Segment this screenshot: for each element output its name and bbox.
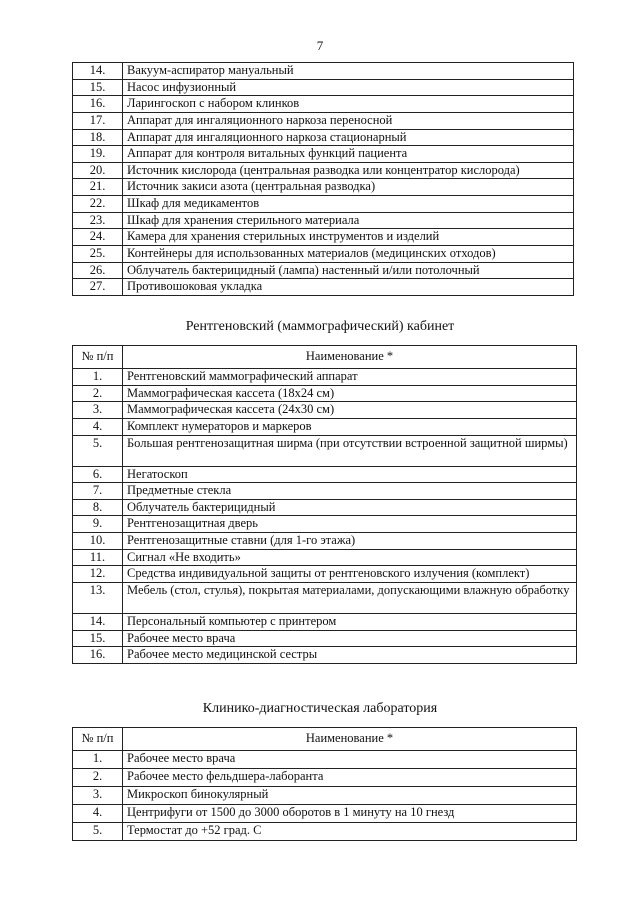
table-row xyxy=(73,613,577,630)
table-row xyxy=(73,179,574,196)
row-number: 21. xyxy=(73,179,123,196)
section-title-lab: Клинико-диагностическая лаборатория xyxy=(202,701,438,716)
row-number: 12. xyxy=(73,566,123,583)
row-number: 8. xyxy=(73,499,123,516)
table-row xyxy=(73,549,577,566)
row-name: Облучатель бактерицидный (лампа) настенный и/или потолочный xyxy=(123,262,574,279)
table-row xyxy=(73,279,574,296)
table-row xyxy=(73,533,577,550)
row-name: Аппарат для ингаляционного наркоза переносной xyxy=(123,112,574,129)
row-name: Центрифуги от 1500 до 3000 оборотов в 1 минуту на 10 гнезд xyxy=(123,805,577,823)
row-name: Маммографическая кассета (18x24 см) xyxy=(123,385,577,402)
row-name: Рабочее место фельдшера-лаборанта xyxy=(123,769,577,787)
table-row xyxy=(73,212,574,229)
row-name: Персональный компьютер с принтером xyxy=(123,613,577,630)
row-number: 7. xyxy=(73,483,123,500)
row-name: Источник кислорода (центральная разводка или концентратор кислорода) xyxy=(123,162,574,179)
table-row xyxy=(73,769,577,787)
equipment-table-continued xyxy=(72,62,574,296)
row-number: 23. xyxy=(73,212,123,229)
row-number: 1. xyxy=(73,369,123,386)
table-row xyxy=(73,162,574,179)
row-name: Рабочее место врача xyxy=(123,751,577,769)
row-number: 26. xyxy=(73,262,123,279)
row-number: 27. xyxy=(73,279,123,296)
row-name: Термостат до +52 град. С xyxy=(123,823,577,841)
table-row xyxy=(73,369,577,386)
row-name: Микроскоп бинокулярный xyxy=(123,787,577,805)
table-row xyxy=(73,245,574,262)
row-name: Камера для хранения стерильных инструментов и изделий xyxy=(123,229,574,246)
row-number: 18. xyxy=(73,129,123,146)
table-header-row xyxy=(73,728,577,751)
table-header-row xyxy=(73,346,577,369)
row-name: Рентгенозащитные ставни (для 1-го этажа) xyxy=(123,533,577,550)
row-number: 5. xyxy=(73,435,123,466)
table-row xyxy=(73,647,577,664)
table-body xyxy=(73,369,577,664)
table-row xyxy=(73,63,574,80)
row-name: Ларингоскоп с набором клинков xyxy=(123,96,574,113)
row-name: Мебель (стол, стулья), покрытая материалами, допускающими влажную обработку xyxy=(123,582,577,613)
row-number: 2. xyxy=(73,385,123,402)
table-row xyxy=(73,435,577,466)
table-row xyxy=(73,630,577,647)
row-number: 4. xyxy=(73,805,123,823)
row-name: Шкаф для медикаментов xyxy=(123,196,574,213)
table-row xyxy=(73,262,574,279)
row-number: 15. xyxy=(73,630,123,647)
header-number: № п/п xyxy=(73,346,123,369)
row-number: 2. xyxy=(73,769,123,787)
table-row xyxy=(73,229,574,246)
row-name: Большая рентгенозащитная ширма (при отсутствии встроенной защитной ширмы) xyxy=(123,435,577,466)
table-row xyxy=(73,582,577,613)
row-number: 19. xyxy=(73,146,123,163)
row-number: 16. xyxy=(73,647,123,664)
table-row xyxy=(73,79,574,96)
row-number: 14. xyxy=(73,63,123,80)
header-number: № п/п xyxy=(73,728,123,751)
row-number: 4. xyxy=(73,418,123,435)
row-name: Насос инфузионный xyxy=(123,79,574,96)
row-number: 13. xyxy=(73,582,123,613)
section-title-xray-room: Рентгеновский (маммографический) кабинет xyxy=(185,319,455,334)
row-name: Рентгенозащитная дверь xyxy=(123,516,577,533)
table-row xyxy=(73,96,574,113)
row-name: Комплект нумераторов и маркеров xyxy=(123,418,577,435)
page-number: 7 xyxy=(316,38,324,53)
table-row xyxy=(73,805,577,823)
row-name: Рабочее место медицинской сестры xyxy=(123,647,577,664)
table-row xyxy=(73,112,574,129)
row-name: Средства индивидуальной защиты от рентгеновского излучения (комплект) xyxy=(123,566,577,583)
row-number: 3. xyxy=(73,402,123,419)
row-name: Негатоскоп xyxy=(123,466,577,483)
row-number: 22. xyxy=(73,196,123,213)
row-name: Рабочее место врача xyxy=(123,630,577,647)
row-name: Предметные стекла xyxy=(123,483,577,500)
row-number: 3. xyxy=(73,787,123,805)
row-number: 5. xyxy=(73,823,123,841)
row-number: 9. xyxy=(73,516,123,533)
row-number: 24. xyxy=(73,229,123,246)
table-row xyxy=(73,146,574,163)
row-number: 14. xyxy=(73,613,123,630)
header-name: Наименование * xyxy=(123,346,577,369)
table-row xyxy=(73,385,577,402)
row-name: Шкаф для хранения стерильного материала xyxy=(123,212,574,229)
table-row xyxy=(73,129,574,146)
row-number: 6. xyxy=(73,466,123,483)
table-body xyxy=(73,63,574,296)
row-number: 16. xyxy=(73,96,123,113)
table-row xyxy=(73,196,574,213)
row-name: Сигнал «Не входить» xyxy=(123,549,577,566)
row-number: 20. xyxy=(73,162,123,179)
lab-equipment-table xyxy=(72,727,577,841)
row-number: 11. xyxy=(73,549,123,566)
table-body xyxy=(73,751,577,841)
header-name: Наименование * xyxy=(123,728,577,751)
table-row xyxy=(73,516,577,533)
row-number: 1. xyxy=(73,751,123,769)
row-name: Противошоковая укладка xyxy=(123,279,574,296)
table-row xyxy=(73,466,577,483)
table-row xyxy=(73,483,577,500)
row-name: Источник закиси азота (центральная разводка) xyxy=(123,179,574,196)
row-name: Аппарат для ингаляционного наркоза стационарный xyxy=(123,129,574,146)
table-row xyxy=(73,787,577,805)
row-number: 17. xyxy=(73,112,123,129)
xray-equipment-table xyxy=(72,345,577,664)
row-name: Рентгеновский маммографический аппарат xyxy=(123,369,577,386)
row-name: Аппарат для контроля витальных функций пациента xyxy=(123,146,574,163)
table-row xyxy=(73,751,577,769)
row-number: 10. xyxy=(73,533,123,550)
table-row xyxy=(73,823,577,841)
table-row xyxy=(73,402,577,419)
row-name: Вакуум-аспиратор мануальный xyxy=(123,63,574,80)
table-row xyxy=(73,499,577,516)
row-name: Облучатель бактерицидный xyxy=(123,499,577,516)
table-row xyxy=(73,566,577,583)
row-number: 15. xyxy=(73,79,123,96)
row-name: Маммографическая кассета (24x30 см) xyxy=(123,402,577,419)
row-number: 25. xyxy=(73,245,123,262)
table-row xyxy=(73,418,577,435)
row-name: Контейнеры для использованных материалов (медицинских отходов) xyxy=(123,245,574,262)
